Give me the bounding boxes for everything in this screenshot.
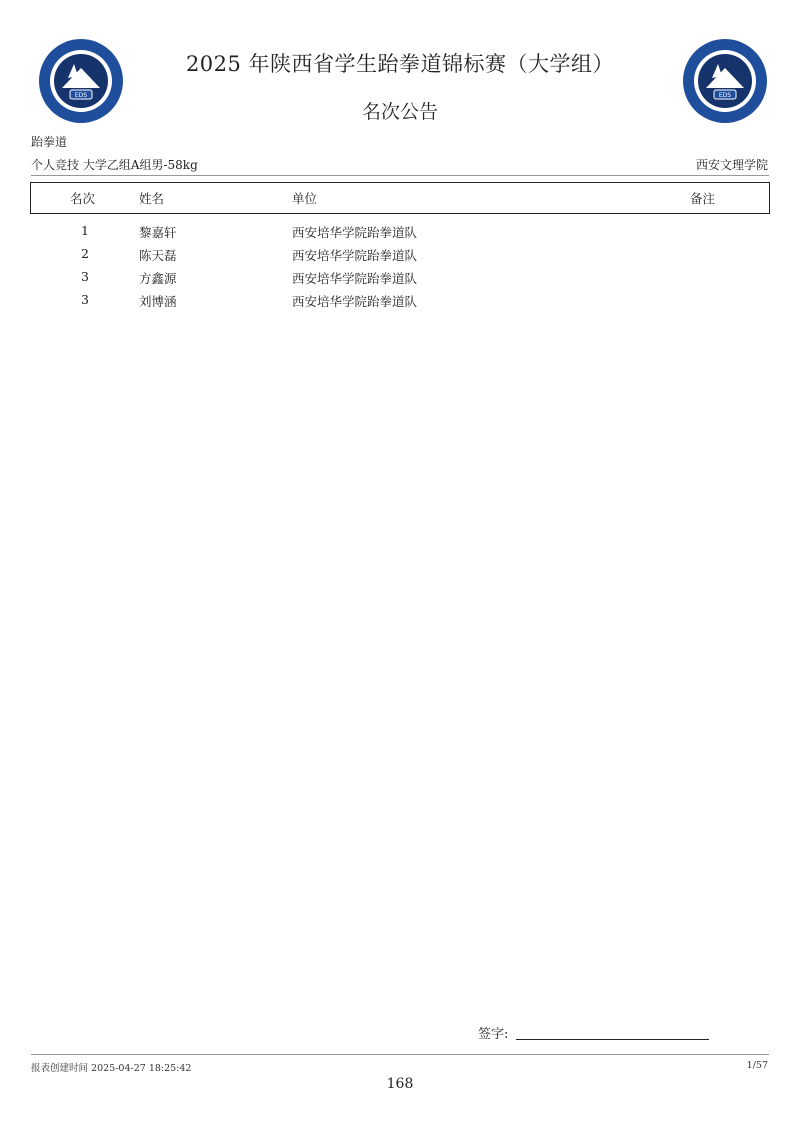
table-row	[0, 223, 800, 245]
page-count: 1/57	[746, 1060, 768, 1071]
logo-badge-text: EDS	[718, 92, 732, 99]
unit-cell: 西安培华学院跆拳道队	[292, 294, 418, 309]
unit-cell: 西安培华学院跆拳道队	[292, 225, 418, 240]
top-divider	[31, 175, 769, 176]
name-cell: 刘博涵	[139, 294, 177, 309]
page-title: 2025 年陕西省学生跆拳道锦标赛（大学组）	[185, 52, 615, 76]
rank-cell: 3	[81, 292, 89, 307]
bottom-divider	[31, 1054, 769, 1055]
table-row	[0, 269, 800, 291]
signature-line	[516, 1039, 709, 1040]
column-header-unit: 单位	[292, 191, 318, 206]
report-created-time: 报表创建时间 2025-04-27 18:25:42	[31, 1063, 192, 1074]
folio-number: 168	[386, 1076, 414, 1092]
name-cell: 陈天磊	[139, 248, 177, 263]
signature-label: 签字:	[478, 1027, 509, 1042]
rank-cell: 2	[81, 246, 89, 261]
table-row	[0, 246, 800, 268]
table-row	[0, 292, 800, 314]
column-header-note: 备注	[690, 191, 716, 206]
column-header-rank: 名次	[70, 191, 96, 206]
unit-cell: 西安培华学院跆拳道队	[292, 271, 418, 286]
name-cell: 方鑫源	[139, 271, 177, 286]
event-label: 个人竞技 大学乙组A组男-58kg	[31, 158, 198, 172]
logo-badge-text: EDS	[74, 92, 88, 99]
rank-cell: 3	[81, 269, 89, 284]
sport-label: 跆拳道	[31, 135, 68, 149]
organizer-label: 西安文理学院	[695, 158, 768, 172]
unit-cell: 西安培华学院跆拳道队	[292, 248, 418, 263]
rank-cell: 1	[81, 223, 89, 238]
name-cell: 黎嘉轩	[139, 225, 177, 240]
page-subtitle: 名次公告	[361, 101, 438, 123]
column-header-name: 姓名	[139, 191, 165, 206]
